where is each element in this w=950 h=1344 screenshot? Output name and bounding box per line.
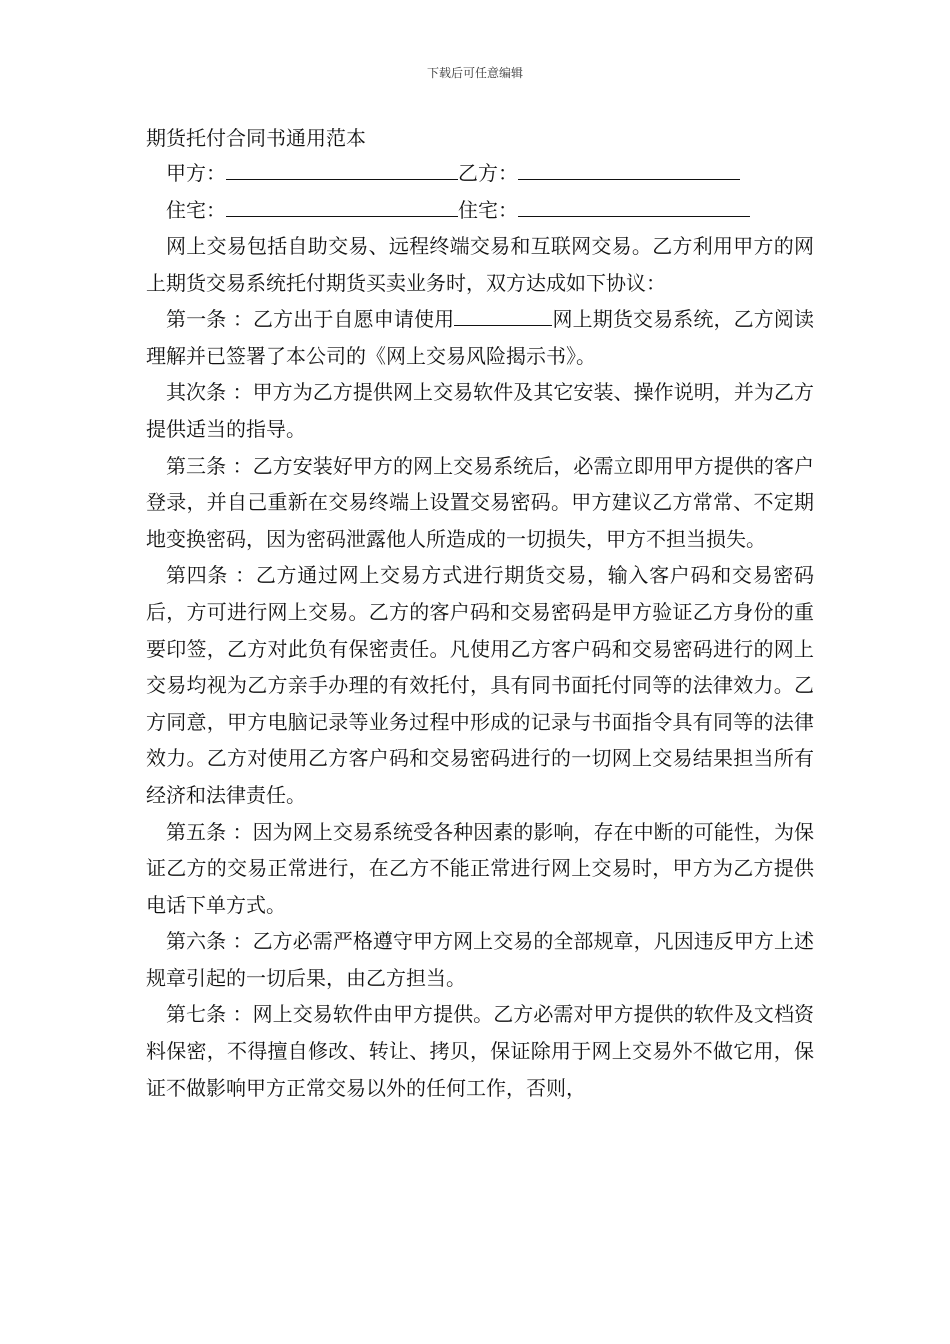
- system-name-blank: [454, 305, 552, 326]
- address-row: [166, 194, 750, 226]
- article-3: 第三条 ：乙方安装好甲方的网上交易系统后，必需立即用甲方提供的客户登录，并自己重新在交易终端上设置交易密码。甲方建议乙方常常、不定期地变换密码，因为密码泄露他人所造成的一切损失，甲方不担当损失。: [146, 453, 814, 551]
- party-a-blank: [226, 157, 458, 180]
- intro-paragraph: 网上交易包括自助交易、远程终端交易和互联网交易。乙方利用甲方的网上期货交易系统托付期货买卖业务时，双方达成如下协议：: [146, 234, 814, 295]
- address-b-label: 住宅：: [458, 198, 518, 222]
- party-b-label: 乙方：: [458, 161, 518, 185]
- article-1-before: 第一条 ：乙方出于自愿申请使用: [166, 307, 455, 332]
- article-1: [146, 301, 814, 374]
- party-a-label: 甲方：: [166, 161, 226, 185]
- address-a-blank: [226, 194, 458, 217]
- party-b-blank: [518, 157, 740, 180]
- document-body: [146, 228, 814, 1106]
- article-6: 第六条 ：乙方必需严格遵守甲方网上交易的全部规章，凡因违反甲方上述规章引起的一切后果，由乙方担当。: [146, 929, 814, 990]
- party-row: [166, 157, 740, 189]
- article-5: 第五条 ：因为网上交易系统受各种因素的影响，存在中断的可能性，为保证乙方的交易正常进行，在乙方不能正常进行网上交易时，甲方为乙方提供电话下单方式。: [146, 819, 814, 917]
- document-title: 期货托付合同书通用范本: [146, 126, 366, 150]
- article-7: 第七条 ：网上交易软件由甲方提供。乙方必需对甲方提供的软件及文档资料保密，不得擅自修改、转让、拷贝，保证除用于网上交易外不做它用，保证不做影响甲方正常交易以外的任何工作，否则，: [146, 1002, 814, 1100]
- address-a-label: 住宅：: [166, 198, 226, 222]
- article-2: 其次条 ：甲方为乙方提供网上交易软件及其它安装、操作说明，并为乙方提供适当的指导。: [146, 380, 814, 441]
- article-1-after: 网上期货交易系统，乙方阅读理解并已签署了本公司的《网上交易风险揭示书》。: [146, 307, 815, 368]
- article-4: 第四条 ：乙方通过网上交易方式进行期货交易，输入客户码和交易密码后，方可进行网上交易。乙方的客户码和交易密码是甲方验证乙方身份的重要印签，乙方对此负有保密责任。凡使用乙方客户码和交易密码进行的网上交易均视为乙方亲手办理的有效托付，具有同书面托付同等的法律效力。乙方同意，甲方电脑记录等业务过程中形成的记录与书面指令具有同等的法律效力。乙方对使用乙方客户码和交易密码进行的一切网上交易结果担当所有经济和法律责任。: [146, 563, 814, 807]
- address-b-blank: [518, 194, 750, 217]
- page-header-note: 下载后可任意编辑: [426, 66, 523, 80]
